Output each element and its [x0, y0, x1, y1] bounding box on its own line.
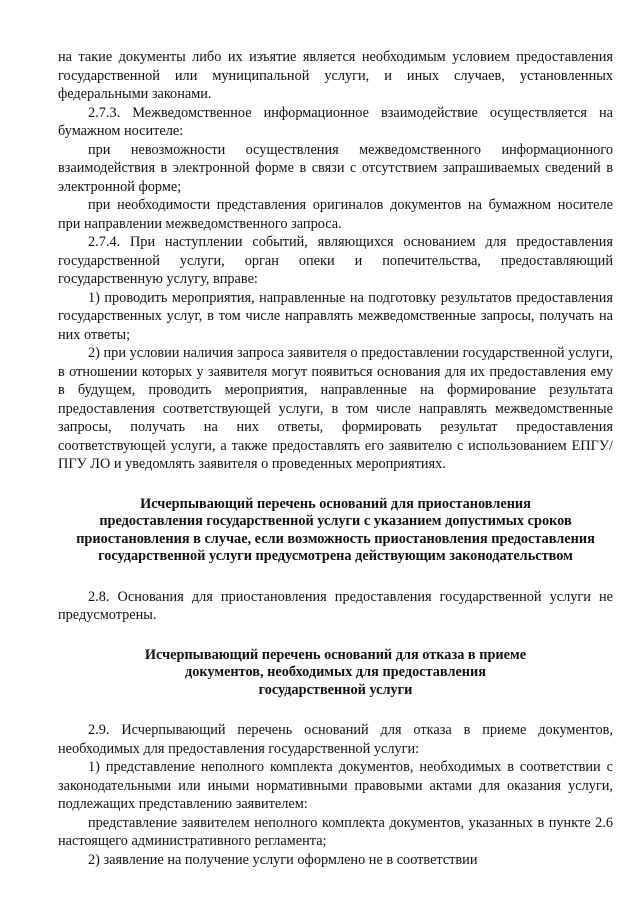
- heading-line: Исчерпывающий перечень оснований для приостановления: [140, 495, 531, 512]
- paragraph: при невозможности осуществления межведомственного информационного взаимодействия в электронной форме в связи с отсутствием запрашиваемых сведений в электронной форме;: [58, 141, 613, 195]
- paragraph: 1) представление неполного комплекта документов, необходимых в соответствии с законодательными или иными нормативными правовыми актами для оказания услуги, подлежащих представлению заявителем:: [58, 759, 613, 812]
- section-heading: [58, 496, 613, 566]
- paragraph: 2) при условии наличия запроса заявителя о предоставлении государственной услуги, в отношении которых у заявителя могут появиться основания для их предоставления ему в будущем, проводить мероприятия, направленные на формирование результата предоставления соответствующей услуги, в том числе направлять межведомственные запросы, получать на них ответы, формировать результат предоставления соответствующей услуги, а также предоставлять его заявителю с использованием ЕПГУ/ПГУ ЛО и уведомлять заявителя о проведенных мероприятиях.: [58, 345, 613, 472]
- paragraph: 2.9. Исчерпывающий перечень оснований для отказа в приеме документов, необходимых для предоставления государственной услуги:: [58, 722, 613, 757]
- paragraph: 1) проводить мероприятия, направленные на подготовку результатов предоставления государственных услуг, в том числе направлять межведомственные запросы, получать на них ответы;: [58, 289, 613, 343]
- paragraph: 2.7.3. Межведомственное информационное взаимодействие осуществляется на бумажном носителе:: [58, 104, 613, 139]
- section-heading: [58, 647, 613, 700]
- paragraph: на такие документы либо их изъятие является необходимым условием предоставления государственной или муниципальной услуги, и иных случаев, установленных федеральными законами.: [58, 49, 613, 102]
- paragraph: 2.8. Основания для приостановления предоставления государственной услуги не предусмотрены.: [58, 588, 613, 623]
- paragraph: при необходимости представления оригиналов документов на бумажном носителе при направлении межведомственного запроса.: [58, 197, 613, 232]
- document-body: [58, 48, 613, 869]
- heading-line: документов, необходимых для предоставления: [184, 664, 487, 680]
- paragraph: представление заявителем неполного комплекта документов, указанных в пункте 2.6 настоящего административного регламента;: [58, 814, 613, 849]
- paragraph: 2) заявление на получение услуги оформлено не в соответствии: [88, 851, 478, 868]
- heading-line: приостановления в случае, если возможность приостановления предоставления: [76, 530, 595, 547]
- paragraph: 2.7.4. При наступлении событий, являющихся основанием для предоставления государственной услуги, орган опеки и попечительства, предоставляющий государственную услугу, вправе:: [58, 234, 613, 287]
- heading-line: государственной услуги предусмотрена действующим законодательством: [98, 548, 573, 564]
- heading-line: предоставления государственной услуги с указанием допустимых сроков: [99, 513, 572, 529]
- heading-line: Исчерпывающий перечень оснований для отказа в приеме: [144, 646, 527, 663]
- heading-line: государственной услуги: [258, 681, 413, 698]
